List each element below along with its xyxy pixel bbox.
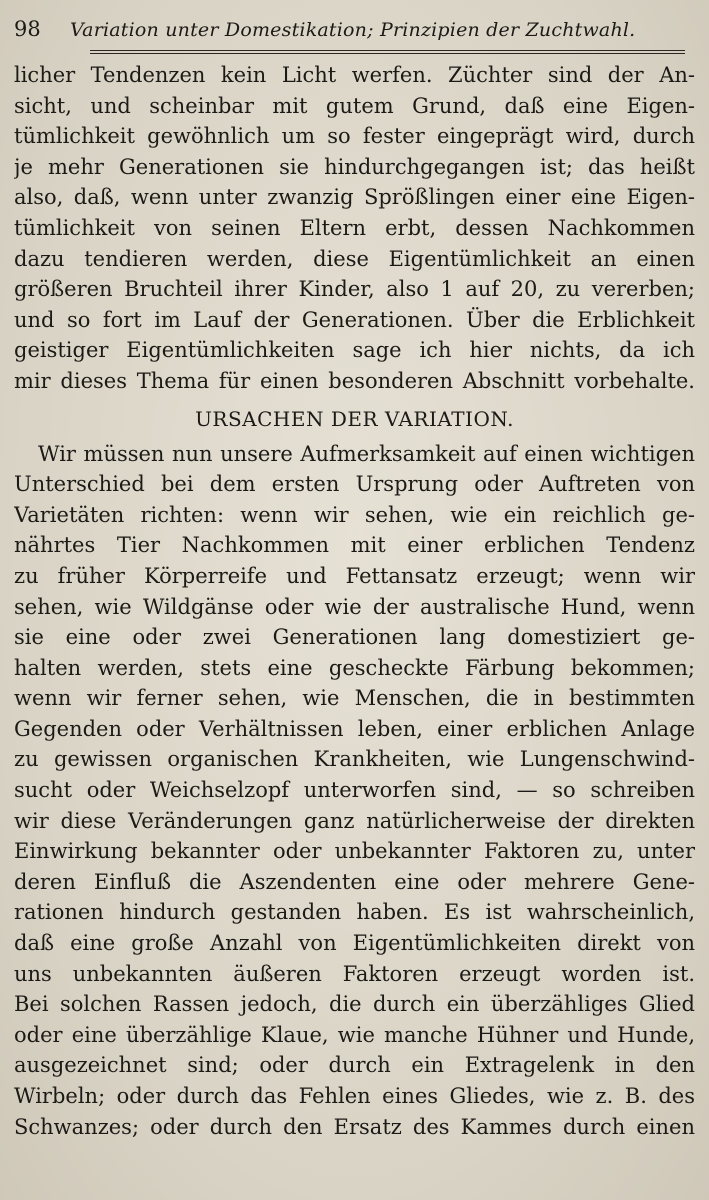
paragraph-1 — [14, 60, 695, 397]
text-line: wir diese Veränderungen ganz natürlicherweise der direkten — [14, 808, 695, 833]
text-line: halten werden, stets eine gescheckte Färbung bekommen; — [14, 655, 695, 680]
text-line: Wir müssen nun unsere Aufmerksamkeit auf einen wichtigen — [38, 441, 695, 466]
text-line: Wirbeln; oder durch das Fehlen eines Gliedes, wie z. B. des — [14, 1084, 695, 1108]
paragraph-2 — [14, 439, 695, 1143]
running-title: Variation unter Domestikation; Prinzipien der Zuchtwahl. — [70, 19, 636, 41]
text-line: ausgezeichnet sind; oder durch ein Extragelenk in den — [14, 1053, 695, 1078]
text-line: Schwanzes; oder durch den Ersatz des Kammes durch einen — [14, 1114, 695, 1139]
text-line: Bei solchen Rassen jedoch, die durch ein überzähliges Glied — [14, 992, 695, 1017]
text-line: größeren Bruchteil ihrer Kinder, also 1 auf 20, zu vererben; — [14, 277, 695, 302]
text-line: nährtes Tier Nachkommen mit einer erblichen Tendenz — [14, 533, 695, 558]
text-line: zu früher Körperreife und Fettansatz erzeugt; wenn wir — [14, 563, 695, 588]
page-header — [14, 16, 695, 44]
text-line: sehen, wie Wildgänse oder wie der australische Hund, wenn — [14, 594, 695, 619]
text-line: licher Tendenzen kein Licht werfen. Züchter sind der An- — [14, 63, 695, 87]
text-line: Einwirkung bekannter oder unbekannter Faktoren zu, unter — [14, 839, 695, 864]
text-line: deren Einfluß die Aszendenten eine oder mehrere Gene- — [14, 869, 695, 894]
text-line: tümlichkeit von seinen Eltern erbt, dessen Nachkommen — [14, 215, 695, 240]
text-line: und so fort im Lauf der Generationen. Über die Erblichkeit — [14, 307, 695, 332]
page-number: 98 — [14, 17, 41, 41]
text-line: mir dieses Thema für einen besonderen Abschnitt vorbehalte. — [14, 368, 695, 393]
text-line: also, daß, wenn unter zwanzig Sprößlingen einer eine Eigen- — [14, 185, 695, 210]
text-line: sie eine oder zwei Generationen lang domestiziert ge- — [14, 625, 695, 650]
text-line: oder eine überzählige Klaue, wie manche Hühner und Hunde, — [14, 1022, 695, 1047]
text-line: uns unbekannten äußeren Faktoren erzeugt worden ist. — [14, 961, 695, 986]
text-line: je mehr Generationen sie hindurchgegangen ist; das heißt — [14, 154, 695, 179]
text-line: Varietäten richten: wenn wir sehen, wie ein reichlich ge- — [14, 502, 695, 527]
text-line: wenn wir ferner sehen, wie Menschen, die in bestimmten — [14, 686, 695, 711]
text-line: dazu tendieren werden, diese Eigentümlichkeit an einen — [14, 246, 695, 271]
text-line: geistiger Eigentümlichkeiten sage ich hier nichts, da ich — [14, 338, 695, 363]
text-line: rationen hindurch gestanden haben. Es ist wahrscheinlich, — [14, 900, 695, 925]
section-heading: URSACHEN DER VARIATION. — [195, 406, 514, 431]
text-line: zu gewissen organischen Krankheiten, wie Lungenschwind- — [14, 747, 695, 772]
body-text — [14, 60, 695, 1142]
text-line: tümlichkeit gewöhnlich um so fester eingeprägt wird, durch — [14, 124, 695, 149]
text-line: Unterschied bei dem ersten Ursprung oder Auftreten von — [14, 472, 695, 497]
header-double-rule — [90, 50, 685, 54]
text-line: Gegenden oder Verhältnissen leben, einer erblichen Anlage — [14, 716, 695, 741]
text-line: daß eine große Anzahl von Eigentümlichkeiten direkt von — [14, 931, 695, 956]
text-line: sicht, und scheinbar mit gutem Grund, daß eine Eigen- — [14, 93, 695, 118]
text-line: sucht oder Weichselzopf unterworfen sind, — so schreiben — [14, 778, 695, 803]
